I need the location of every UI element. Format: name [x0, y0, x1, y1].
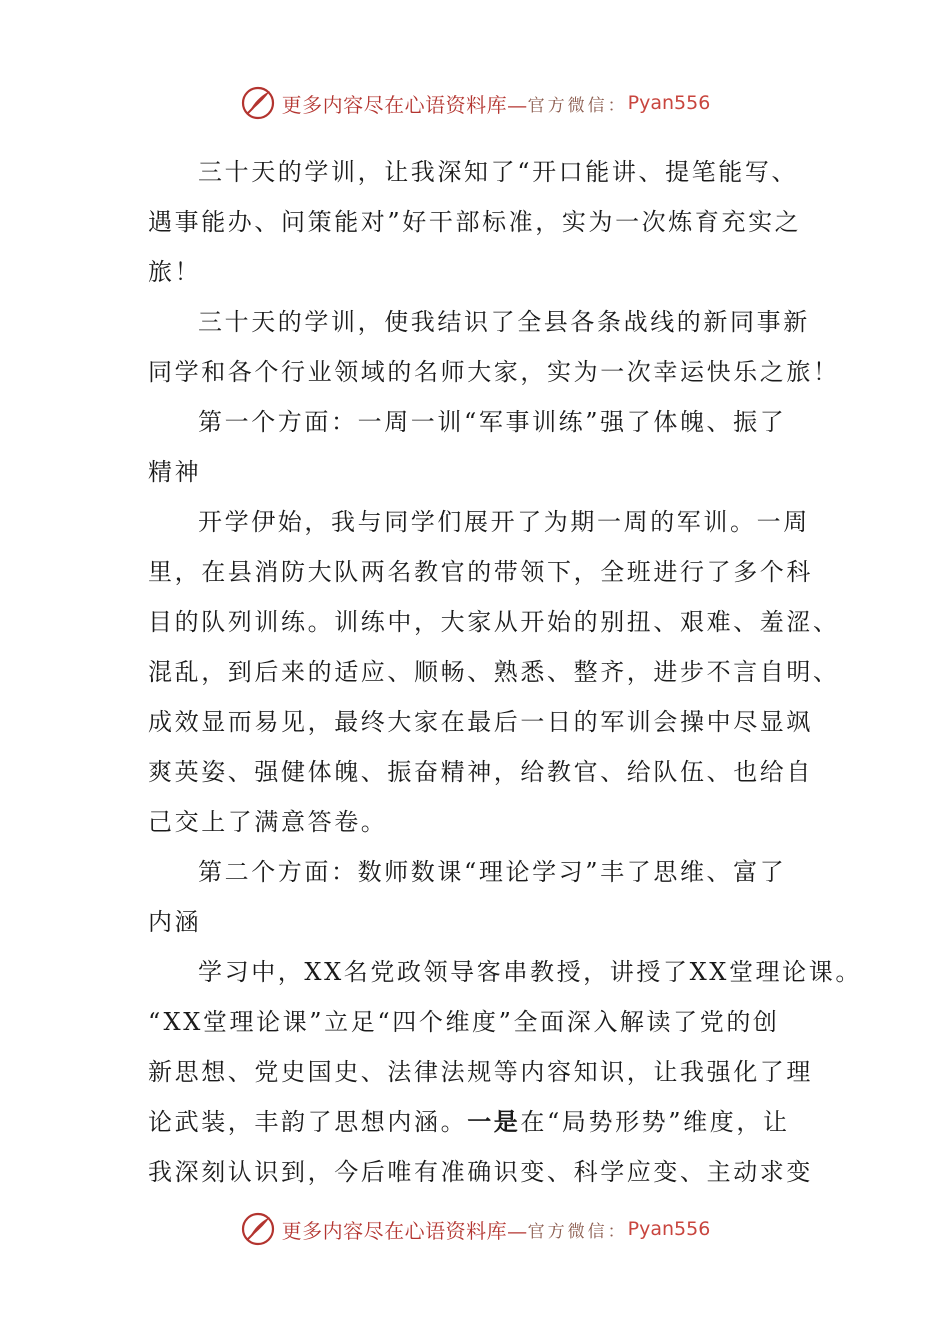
quill-logo-icon [240, 1211, 276, 1247]
line-text: 己交上了满意答卷。 [148, 808, 388, 836]
wechat-id: Pyan556 [627, 92, 711, 114]
line-text: 第二个方面：数师数课“理论学习”丰了思维、富了 [198, 858, 787, 886]
line-text: 新思想、党史国史、法律法规等内容知识，让我强化了理 [148, 1058, 813, 1086]
line-text: 我深刻认识到，今后唯有准确识变、科学应变、主动求变 [148, 1158, 813, 1186]
footer-banner [0, 1209, 950, 1249]
line-text: “XX堂理论课”立足“四个维度”全面深入解读了党的创 [148, 1008, 780, 1036]
text-line [148, 647, 840, 697]
text-line [148, 347, 840, 397]
wechat-label: 官方微信： [527, 95, 628, 116]
header-banner [0, 83, 950, 123]
banner-text: 更多内容尽在心语资料库— [281, 1218, 528, 1243]
line-text: 三十天的学训，使我结识了全县各条战线的新同事新 [198, 308, 810, 336]
line-text: 里，在县消防大队两名教官的带领下，全班进行了多个科 [148, 558, 813, 586]
line-text: 目的队列训练。训练中，大家从开始的别扭、艰难、羞涩、 [148, 608, 840, 636]
text-line [148, 1097, 818, 1147]
quill-logo-icon [240, 85, 276, 121]
wechat-id: Pyan556 [627, 1218, 711, 1240]
line-text: 遇事能办、问策能对”好干部标准，实为一次炼育充实之 [148, 208, 802, 236]
text-line [148, 547, 818, 597]
text-line [148, 1047, 818, 1097]
line-text: 同学和各个行业领域的名师大家，实为一次幸运快乐之旅！ [148, 358, 840, 386]
text-line [148, 997, 818, 1047]
line-text: 第一个方面：一周一训“军事训练”强了体魄、振了 [198, 408, 787, 436]
text-line [148, 847, 818, 897]
line-text: 混乱，到后来的适应、顺畅、熟悉、整齐，进步不言自明、 [148, 658, 840, 686]
line-text: 内涵 [148, 908, 202, 936]
text-line [148, 147, 818, 197]
banner-text: 更多内容尽在心语资料库— [281, 92, 528, 117]
line-text: 论武装，丰韵了思想内涵。 [148, 1108, 468, 1136]
line-text: 三十天的学训，让我深知了“开口能讲、提笔能写、 [198, 158, 799, 186]
line-text: 精神 [148, 458, 202, 486]
text-line [148, 197, 818, 247]
bold-emphasis: 一是 [467, 1107, 521, 1136]
text-line [148, 797, 818, 847]
wechat-label: 官方微信： [527, 1221, 628, 1242]
text-line [148, 947, 862, 997]
text-line [148, 397, 818, 447]
line-text: 爽英姿、强健体魄、振奋精神，给教官、给队伍、也给自 [148, 758, 813, 786]
text-line [148, 297, 818, 347]
text-line [148, 247, 818, 297]
text-line [148, 447, 818, 497]
line-text: 成效显而易见，最终大家在最后一日的军训会操中尽显飒 [148, 708, 813, 736]
document-body [148, 147, 862, 1197]
text-line [148, 697, 818, 747]
line-text-continued: 在“局势形势”维度，让 [520, 1108, 790, 1136]
line-text: 学习中，XX名党政领导客串教授，讲授了XX堂理论课。 [198, 958, 862, 986]
text-line [148, 747, 818, 797]
line-text: 旅！ [148, 258, 202, 286]
text-line [148, 497, 818, 547]
text-line [148, 1147, 818, 1197]
line-text: 开学伊始，我与同学们展开了为期一周的军训。一周 [198, 508, 810, 536]
text-line [148, 597, 840, 647]
text-line [148, 897, 818, 947]
